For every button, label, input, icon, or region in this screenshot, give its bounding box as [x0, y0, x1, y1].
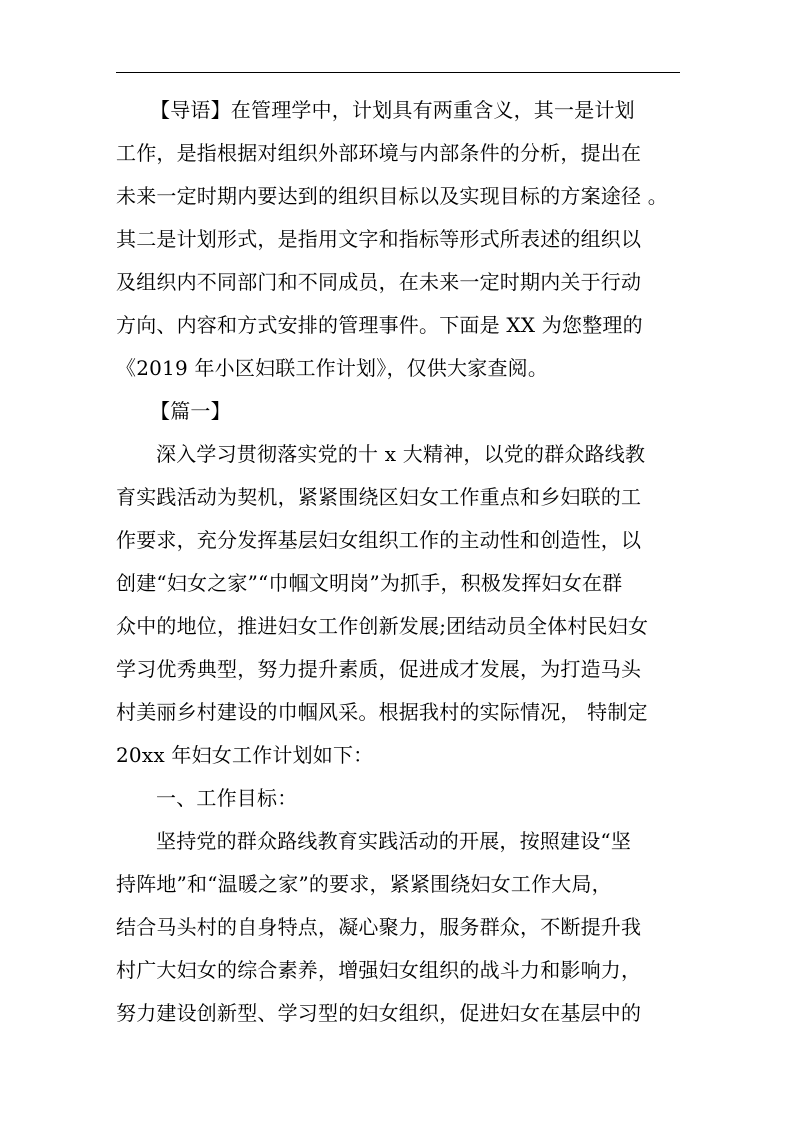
goals-line-5: 努力建设创新型、学习型的妇女组织，促进妇女在基层中的 [116, 1001, 642, 1025]
section-heading: 【篇一】 [150, 399, 231, 423]
subheading-goals: 一、工作目标： [156, 786, 298, 810]
goals-line-4: 村广大妇女的综合素养，增强妇女组织的战斗力和影响力， [116, 958, 642, 982]
intro-line-7: 《2019 年小区妇联工作计划》，仅供大家查阅。 [116, 356, 549, 380]
goals-line-3: 结合马头村的自身特点，凝心聚力，服务群众，不断提升我 [116, 915, 642, 939]
header-rule [116, 72, 680, 73]
intro-line-4: 其二是计划形式，是指用文字和指标等形式所表述的组织以 [116, 227, 642, 251]
body-line-8: 20xx 年妇女工作计划如下： [116, 743, 374, 767]
body-line-2: 育实践活动为契机，紧紧围绕区妇女工作重点和乡妇联的工 [116, 485, 642, 509]
intro-line-2: 工作，是指根据对组织外部环境与内部条件的分析，提出在 [116, 141, 642, 165]
body-line-1: 深入学习贯彻落实党的十 x 大精神，以党的群众路线教 [156, 442, 646, 466]
body-line-6: 学习优秀典型，努力提升素质，促进成才发展，为打造马头 [116, 657, 642, 681]
body-line-5: 众中的地位，推进妇女工作创新发展;团结动员全体村民妇女 [116, 614, 649, 638]
body-line-3: 作要求，充分发挥基层妇女组织工作的主动性和创造性，以 [116, 528, 642, 552]
goals-line-2: 持阵地”和“温暖之家”的要求，紧紧围绕妇女工作大局， [116, 872, 612, 896]
body-line-7: 村美丽乡村建设的巾帼风采。根据我村的实际情况， 特制定 [116, 700, 648, 724]
intro-line-1: 【导语】在管理学中，计划具有两重含义，其一是计划 [150, 98, 635, 122]
goals-line-1: 坚持党的群众路线教育实践活动的开展，按照建设“坚 [156, 829, 632, 853]
intro-line-5: 及组织内不同部门和不同成员，在未来一定时期内关于行动 [116, 270, 642, 294]
intro-line-3: 未来一定时期内要达到的组织目标以及实现目标的方案途径 。 [116, 184, 668, 208]
intro-line-6: 方向、内容和方式安排的管理事件。下面是 XX 为您整理的 [116, 313, 643, 337]
body-line-4: 创建“妇女之家”“巾帼文明岗”为抓手，积极发挥妇女在群 [116, 571, 623, 595]
